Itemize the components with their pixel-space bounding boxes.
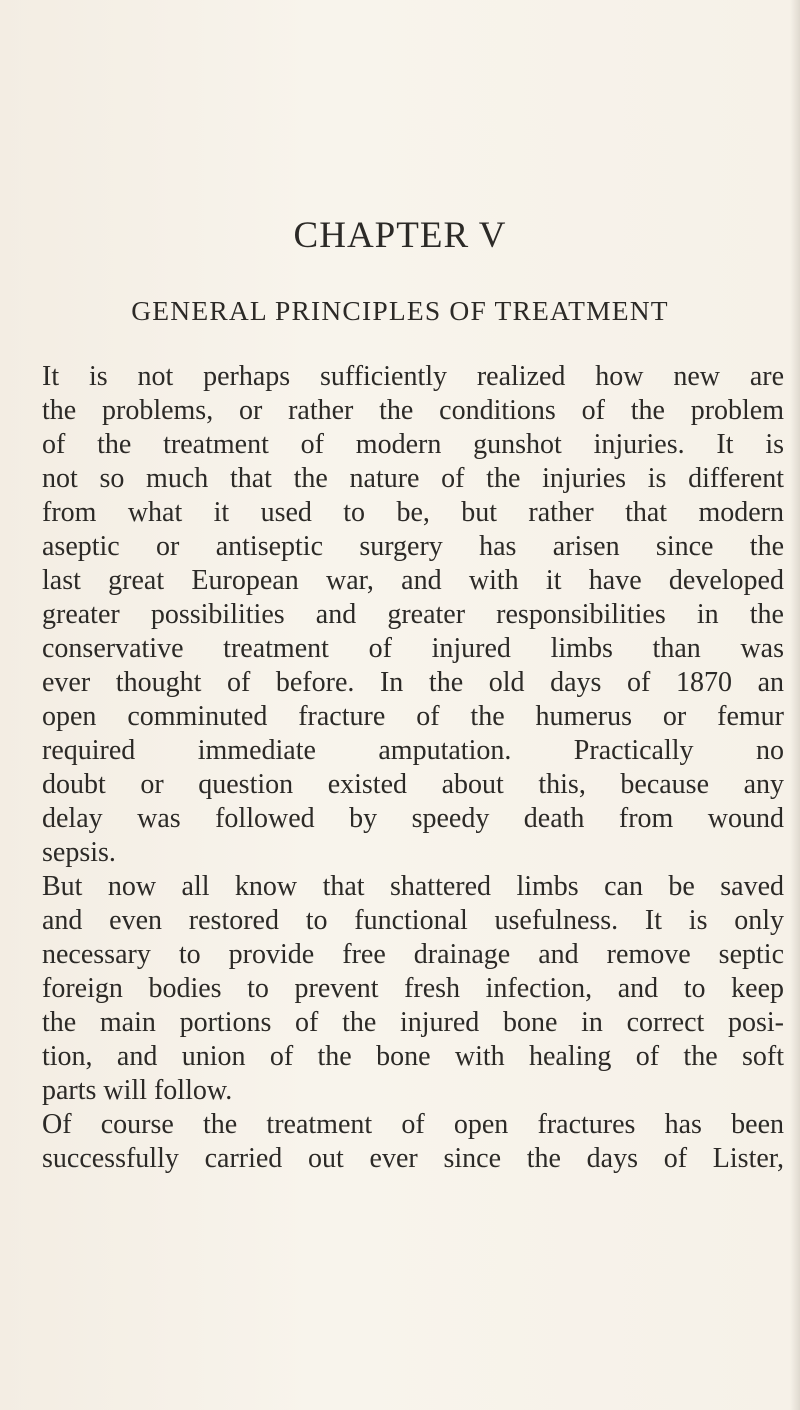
chapter-title: GENERAL PRINCIPLES OF TREATMENT (131, 295, 669, 326)
text-line: the problems, or rather the conditions of the problem (42, 395, 784, 426)
text-line: open comminuted fracture of the humerus or femur (42, 701, 784, 732)
text-line: not so much that the nature of the injuries is different (42, 463, 784, 494)
text-line: greater possibilities and greater responsibilities in the (42, 599, 784, 630)
text-line: parts will follow. (42, 1075, 233, 1106)
text-line: tion, and union of the bone with healing of the soft (42, 1041, 784, 1072)
text-line: But now all know that shattered limbs can be saved (42, 871, 784, 902)
text-line: conservative treatment of injured limbs than was (42, 633, 784, 664)
text-line: It is not perhaps sufficiently realized how new are (42, 361, 784, 392)
text-line: foreign bodies to prevent fresh infection, and to keep (42, 973, 784, 1004)
text-line: successfully carried out ever since the days of Lister, (42, 1143, 784, 1174)
text-line: necessary to provide free drainage and remove septic (42, 939, 784, 970)
page-edge-shadow (790, 0, 800, 1410)
text-line: the main portions of the injured bone in correct posi- (42, 1007, 784, 1038)
text-line: of the treatment of modern gunshot injuries. It is (42, 429, 784, 460)
text-line: Of course the treatment of open fractures has been (42, 1109, 784, 1140)
text-line: from what it used to be, but rather that modern (42, 497, 784, 528)
text-line: and even restored to functional usefulness. It is only (42, 905, 784, 936)
text-line: ever thought of before. In the old days of 1870 an (42, 667, 784, 698)
text-line: doubt or question existed about this, because any (42, 769, 784, 800)
chapter-number: CHAPTER V (293, 215, 507, 256)
text-line: required immediate amputation. Practically no (42, 735, 784, 766)
text-line: sepsis. (42, 837, 116, 868)
text-line: delay was followed by speedy death from wound (42, 803, 784, 834)
text-line: aseptic or antiseptic surgery has arisen since the (42, 531, 784, 562)
text-line: last great European war, and with it have developed (42, 565, 784, 596)
